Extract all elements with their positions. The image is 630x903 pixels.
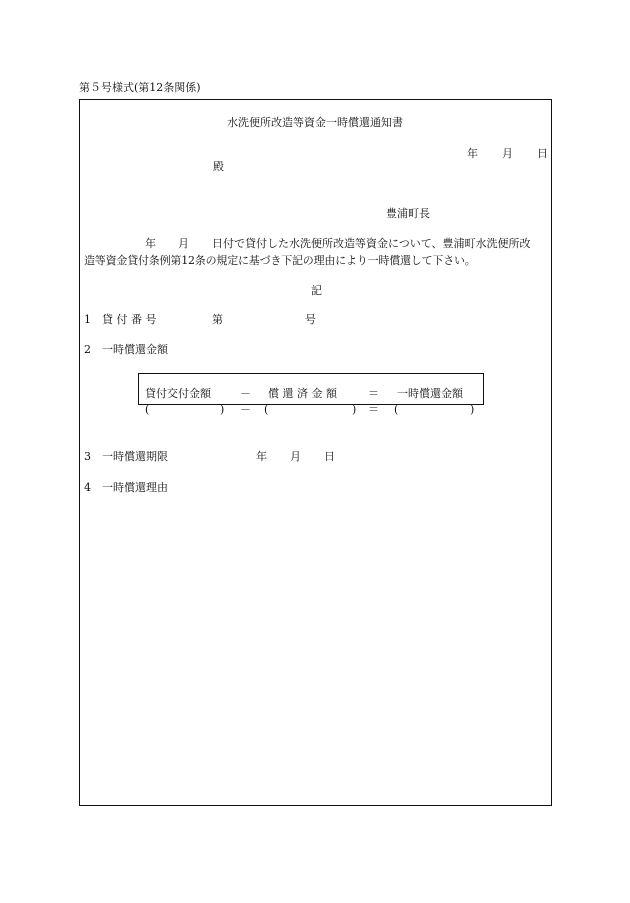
calc-equals-2: ＝ — [368, 403, 379, 416]
item-1-number: 1 — [84, 313, 91, 326]
calc-paren-close-3: ) — [470, 403, 475, 416]
calc-repay-amount: 一時償還金額 — [397, 387, 463, 400]
calc-paren-open-2: ( — [264, 403, 269, 416]
loan-number-prefix: 第 — [212, 313, 223, 326]
date-month: 月 — [502, 147, 513, 160]
calc-paren-open-1: ( — [145, 403, 150, 416]
calc-paren-close-2: ) — [352, 403, 357, 416]
item-3-number: 3 — [84, 450, 91, 463]
body-text-line2: 造等資金貸付条例第12条の規定に基づき下記の理由により一時償還して下さい。 — [84, 254, 476, 267]
date-year: 年 — [467, 147, 478, 160]
ki-heading: 記 — [311, 284, 322, 297]
calc-minus: － — [240, 387, 251, 400]
body-month: 月 — [178, 237, 189, 250]
calc-equals: ＝ — [368, 387, 379, 400]
form-number: 第５号様式(第12条関係) — [79, 81, 201, 94]
deadline-month: 月 — [290, 450, 301, 463]
calc-minus-2: － — [240, 403, 251, 416]
item-3-label: 一時償還期限 — [102, 450, 168, 463]
item-2-label: 一時償還金額 — [102, 343, 168, 356]
date-day: 日 — [537, 147, 548, 160]
form-title: 水洗便所改造等資金一時償還通知書 — [227, 116, 403, 129]
calc-repaid-amount: 償 還 済 金 額 — [268, 387, 337, 400]
calc-paren-open-3: ( — [394, 403, 399, 416]
body-text-line1: 日付で貸付した水洗便所改造等資金について、豊浦町水洗便所改 — [212, 237, 531, 250]
deadline-year: 年 — [256, 450, 267, 463]
deadline-day: 日 — [324, 450, 335, 463]
issuer-name: 豊浦町長 — [386, 207, 430, 220]
item-4-number: 4 — [84, 481, 91, 494]
item-2-number: 2 — [84, 343, 91, 356]
loan-number-suffix: 号 — [305, 313, 316, 326]
item-1-label: 貸 付 番 号 — [102, 313, 157, 326]
item-4-label: 一時償還理由 — [102, 481, 168, 494]
calc-loan-amount: 貸付交付金額 — [145, 387, 211, 400]
body-year: 年 — [145, 237, 156, 250]
addressee-suffix: 殿 — [213, 160, 224, 173]
calc-paren-close-1: ) — [220, 403, 225, 416]
